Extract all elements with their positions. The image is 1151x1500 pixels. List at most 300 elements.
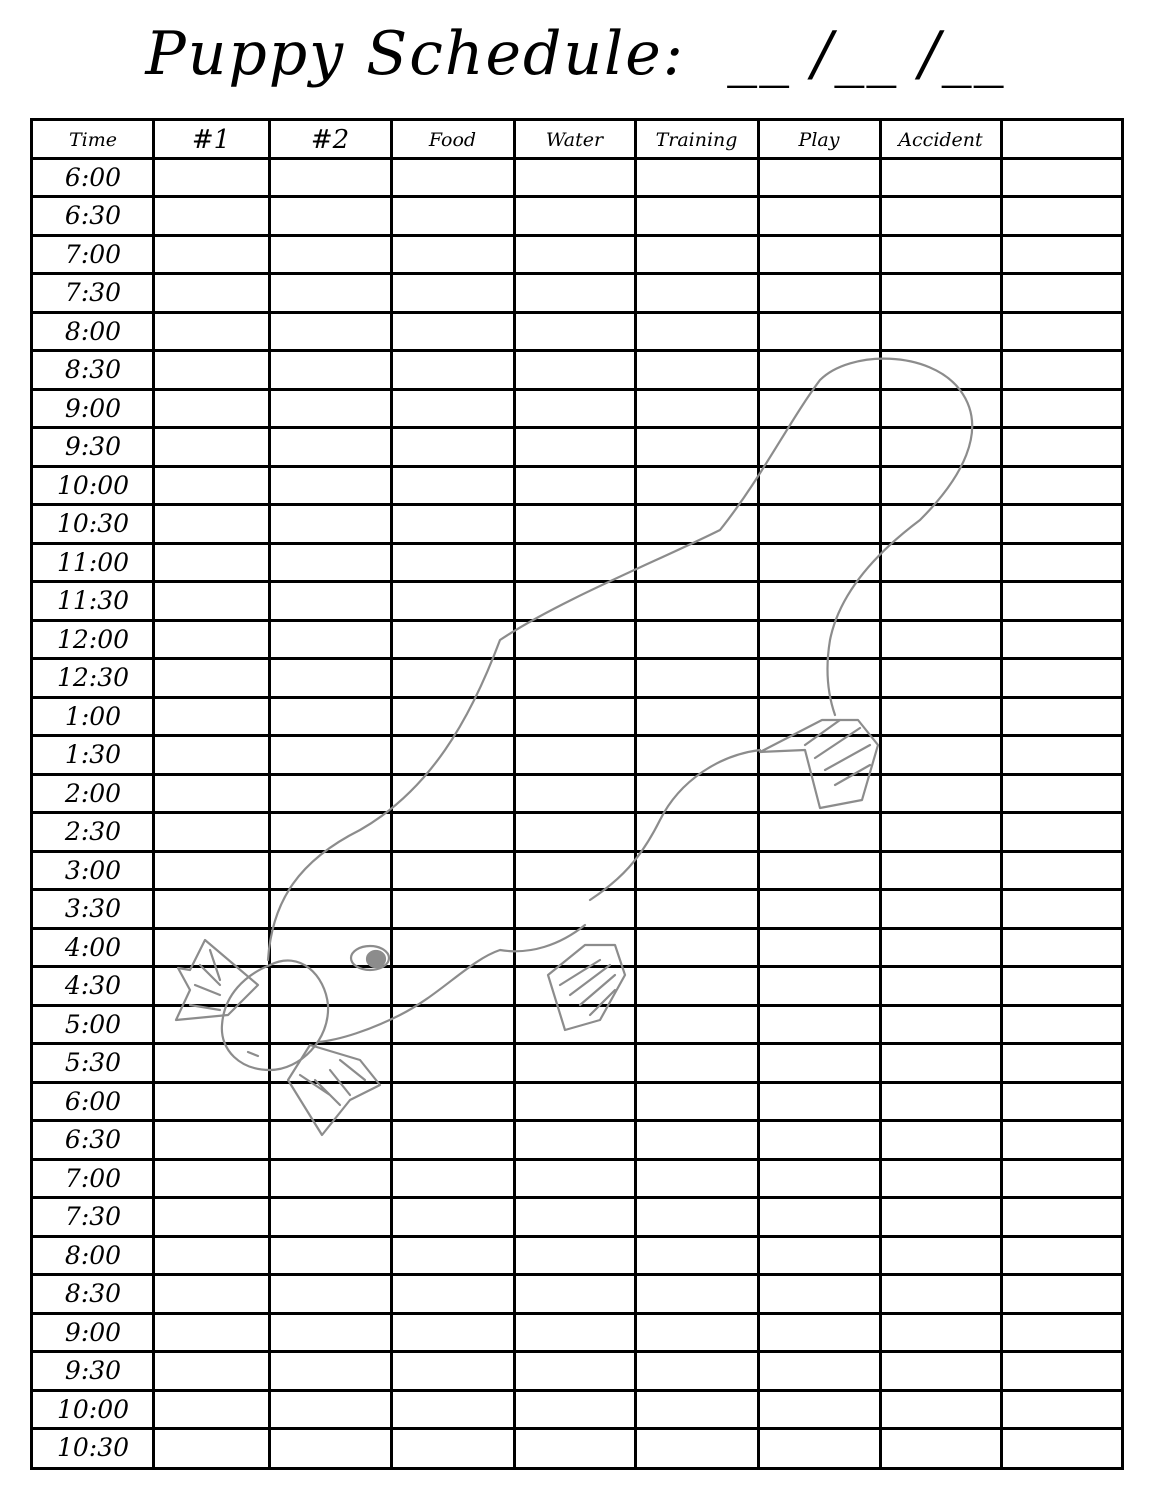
schedule-cell	[635, 428, 758, 467]
schedule-cell	[1001, 312, 1121, 351]
schedule-cell	[269, 274, 391, 313]
time-label: 9:00	[64, 1317, 122, 1347]
schedule-cell	[269, 1236, 391, 1275]
column-header: Training	[655, 128, 738, 151]
schedule-cell	[514, 197, 635, 236]
schedule-cell	[391, 351, 514, 390]
schedule-cell	[635, 1236, 758, 1275]
schedule-cell	[1001, 967, 1121, 1006]
schedule-cell	[269, 928, 391, 967]
schedule-cell	[269, 1390, 391, 1429]
schedule-cell	[1001, 774, 1121, 813]
schedule-cell	[1001, 197, 1121, 236]
schedule-cell	[635, 928, 758, 967]
schedule-cell	[269, 851, 391, 890]
schedule-cell	[1001, 158, 1121, 197]
schedule-cell	[391, 1390, 514, 1429]
schedule-cell	[153, 1082, 269, 1121]
schedule-cell	[269, 967, 391, 1006]
schedule-cell	[880, 197, 1001, 236]
time-label: 4:00	[64, 932, 122, 962]
time-label: 2:30	[64, 817, 122, 847]
schedule-cell	[153, 274, 269, 313]
time-label: 7:30	[64, 278, 122, 308]
schedule-cell	[880, 1429, 1001, 1468]
schedule-cell	[635, 466, 758, 505]
schedule-cell	[758, 158, 880, 197]
schedule-cell	[391, 967, 514, 1006]
time-label: 11:30	[56, 586, 130, 616]
schedule-cell	[153, 582, 269, 621]
schedule-cell	[153, 543, 269, 582]
schedule-cell	[1001, 1429, 1121, 1468]
column-header: Play	[798, 128, 840, 151]
time-label: 11:00	[56, 547, 130, 577]
schedule-cell	[153, 736, 269, 775]
schedule-cell	[1001, 582, 1121, 621]
schedule-cell	[758, 197, 880, 236]
schedule-cell	[1001, 1236, 1121, 1275]
schedule-cell	[758, 505, 880, 544]
schedule-cell	[514, 890, 635, 929]
schedule-cell	[391, 1082, 514, 1121]
schedule-cell	[391, 813, 514, 852]
schedule-cell	[758, 1005, 880, 1044]
schedule-cell	[153, 851, 269, 890]
time-label: 8:00	[64, 1240, 122, 1270]
schedule-cell	[635, 1352, 758, 1391]
schedule-cell	[391, 158, 514, 197]
schedule-cell	[880, 428, 1001, 467]
schedule-cell	[514, 274, 635, 313]
schedule-cell	[153, 1275, 269, 1314]
schedule-cell	[1001, 1390, 1121, 1429]
time-label: 1:00	[64, 701, 122, 731]
schedule-cell	[880, 1044, 1001, 1083]
schedule-cell	[153, 697, 269, 736]
schedule-cell	[880, 697, 1001, 736]
schedule-cell	[391, 1159, 514, 1198]
schedule-cell	[514, 235, 635, 274]
schedule-cell	[514, 389, 635, 428]
schedule-cell	[1001, 1159, 1121, 1198]
schedule-cell	[269, 1352, 391, 1391]
column-header	[1001, 121, 1121, 158]
schedule-cell	[758, 1044, 880, 1083]
schedule-cell	[391, 851, 514, 890]
schedule-cell	[269, 1313, 391, 1352]
schedule-cell	[391, 1005, 514, 1044]
schedule-cell	[880, 274, 1001, 313]
schedule-cell	[514, 505, 635, 544]
column-header: Food	[428, 128, 477, 151]
schedule-cell	[880, 235, 1001, 274]
schedule-cell	[391, 890, 514, 929]
schedule-cell	[758, 967, 880, 1006]
schedule-cell	[269, 158, 391, 197]
schedule-cell	[514, 1390, 635, 1429]
schedule-cell	[391, 620, 514, 659]
schedule-cell	[269, 774, 391, 813]
schedule-cell	[635, 1275, 758, 1314]
schedule-cell	[269, 1082, 391, 1121]
schedule-cell	[635, 505, 758, 544]
schedule-cell	[153, 1198, 269, 1237]
schedule-cell	[514, 813, 635, 852]
schedule-cell	[880, 620, 1001, 659]
schedule-cell	[269, 428, 391, 467]
schedule-cell	[880, 1198, 1001, 1237]
schedule-cell	[514, 1159, 635, 1198]
schedule-cell	[269, 1429, 391, 1468]
schedule-cell	[635, 1198, 758, 1237]
schedule-cell	[269, 235, 391, 274]
time-label: 10:00	[56, 470, 130, 500]
schedule-cell	[391, 1275, 514, 1314]
time-label: 10:30	[56, 1433, 130, 1463]
time-label: 2:00	[64, 778, 122, 808]
schedule-cell	[880, 1159, 1001, 1198]
schedule-cell	[635, 197, 758, 236]
schedule-cell	[880, 967, 1001, 1006]
time-label: 8:30	[64, 355, 122, 385]
schedule-cell	[153, 1390, 269, 1429]
schedule-cell	[514, 659, 635, 698]
schedule-cell	[514, 543, 635, 582]
schedule-cell	[514, 736, 635, 775]
schedule-cell	[758, 1159, 880, 1198]
schedule-cell	[153, 1236, 269, 1275]
schedule-cell	[635, 351, 758, 390]
schedule-cell	[514, 1005, 635, 1044]
schedule-cell	[269, 1044, 391, 1083]
schedule-cell	[635, 813, 758, 852]
schedule-cell	[391, 1236, 514, 1275]
time-label: 7:00	[64, 239, 122, 269]
schedule-cell	[758, 543, 880, 582]
schedule-cell	[880, 1236, 1001, 1275]
schedule-cell	[153, 351, 269, 390]
time-label: 6:30	[64, 1125, 122, 1155]
schedule-cell	[1001, 466, 1121, 505]
schedule-cell	[1001, 928, 1121, 967]
schedule-cell	[1001, 736, 1121, 775]
schedule-cell	[758, 659, 880, 698]
schedule-cell	[153, 967, 269, 1006]
schedule-cell	[635, 1313, 758, 1352]
schedule-cell	[153, 235, 269, 274]
time-label: 8:30	[64, 1279, 122, 1309]
schedule-cell	[391, 1044, 514, 1083]
time-label: 5:00	[64, 1009, 122, 1039]
schedule-cell	[1001, 1275, 1121, 1314]
schedule-cell	[635, 1082, 758, 1121]
schedule-cell	[758, 890, 880, 929]
time-label: 7:00	[64, 1163, 122, 1193]
schedule-cell	[1001, 851, 1121, 890]
time-label: 10:00	[56, 1394, 130, 1424]
schedule-cell	[153, 312, 269, 351]
schedule-cell	[880, 158, 1001, 197]
schedule-cell	[758, 466, 880, 505]
column-header: #2	[310, 124, 350, 155]
schedule-cell	[758, 1275, 880, 1314]
schedule-cell	[514, 1429, 635, 1468]
schedule-cell	[1001, 1005, 1121, 1044]
schedule-cell	[880, 774, 1001, 813]
schedule-cell	[1001, 428, 1121, 467]
schedule-cell	[635, 736, 758, 775]
schedule-cell	[635, 1121, 758, 1160]
schedule-cell	[269, 543, 391, 582]
schedule-cell	[758, 1082, 880, 1121]
time-label: 3:30	[64, 894, 122, 924]
column-header: Water	[545, 128, 604, 151]
schedule-cell	[153, 1044, 269, 1083]
time-label: 8:00	[64, 316, 122, 346]
schedule-cell	[880, 1313, 1001, 1352]
time-label: 6:00	[64, 162, 122, 192]
schedule-cell	[635, 274, 758, 313]
schedule-cell	[635, 158, 758, 197]
schedule-cell	[880, 1275, 1001, 1314]
schedule-cell	[269, 389, 391, 428]
column-header: #1	[191, 124, 231, 155]
schedule-table	[30, 118, 1124, 1470]
schedule-cell	[269, 1005, 391, 1044]
schedule-cell	[758, 1121, 880, 1160]
schedule-cell	[880, 1005, 1001, 1044]
schedule-cell	[1001, 1352, 1121, 1391]
column-header: Accident	[898, 128, 983, 151]
schedule-cell	[269, 582, 391, 621]
schedule-cell	[635, 697, 758, 736]
schedule-cell	[514, 428, 635, 467]
schedule-cell	[269, 351, 391, 390]
schedule-cell	[758, 774, 880, 813]
schedule-cell	[880, 736, 1001, 775]
schedule-cell	[880, 351, 1001, 390]
schedule-cell	[153, 774, 269, 813]
time-label: 9:30	[64, 1356, 122, 1386]
schedule-cell	[758, 235, 880, 274]
schedule-cell	[153, 813, 269, 852]
schedule-cell	[153, 1313, 269, 1352]
schedule-cell	[391, 428, 514, 467]
schedule-cell	[880, 1121, 1001, 1160]
time-label: 6:30	[64, 201, 122, 231]
schedule-cell	[635, 1005, 758, 1044]
schedule-cell	[758, 274, 880, 313]
schedule-cell	[391, 235, 514, 274]
schedule-cell	[880, 1390, 1001, 1429]
schedule-cell	[635, 890, 758, 929]
page-title: Puppy Schedule: __ /__ /__	[145, 19, 1006, 89]
schedule-cell	[880, 928, 1001, 967]
schedule-cell	[153, 928, 269, 967]
schedule-cell	[153, 505, 269, 544]
schedule-cell	[514, 697, 635, 736]
time-label: 9:30	[64, 432, 122, 462]
schedule-cell	[269, 1159, 391, 1198]
schedule-cell	[269, 659, 391, 698]
schedule-cell	[514, 1082, 635, 1121]
schedule-cell	[758, 1198, 880, 1237]
schedule-cell	[1001, 351, 1121, 390]
schedule-cell	[1001, 1121, 1121, 1160]
schedule-cell	[391, 1198, 514, 1237]
schedule-cell	[1001, 274, 1121, 313]
schedule-cell	[758, 813, 880, 852]
schedule-cell	[153, 890, 269, 929]
schedule-cell	[758, 582, 880, 621]
schedule-cell	[391, 466, 514, 505]
schedule-cell	[758, 1390, 880, 1429]
schedule-cell	[758, 428, 880, 467]
schedule-cell	[1001, 659, 1121, 698]
schedule-cell	[758, 928, 880, 967]
schedule-cell	[514, 620, 635, 659]
schedule-cell	[391, 389, 514, 428]
schedule-cell	[153, 428, 269, 467]
schedule-cell	[880, 582, 1001, 621]
schedule-cell	[1001, 890, 1121, 929]
schedule-cell	[1001, 697, 1121, 736]
schedule-cell	[1001, 1044, 1121, 1083]
schedule-cell	[758, 620, 880, 659]
schedule-cell	[635, 659, 758, 698]
schedule-cell	[635, 389, 758, 428]
schedule-cell	[635, 1429, 758, 1468]
schedule-cell	[758, 697, 880, 736]
schedule-cell	[269, 620, 391, 659]
schedule-cell	[391, 697, 514, 736]
schedule-cell	[514, 1121, 635, 1160]
schedule-cell	[153, 389, 269, 428]
schedule-cell	[635, 1159, 758, 1198]
schedule-cell	[391, 543, 514, 582]
schedule-cell	[880, 543, 1001, 582]
schedule-cell	[880, 659, 1001, 698]
schedule-cell	[758, 1236, 880, 1275]
schedule-cell	[391, 1429, 514, 1468]
schedule-cell	[514, 967, 635, 1006]
schedule-cell	[880, 466, 1001, 505]
schedule-cell	[880, 890, 1001, 929]
schedule-cell	[269, 197, 391, 236]
schedule-cell	[1001, 1198, 1121, 1237]
schedule-cell	[514, 158, 635, 197]
schedule-cell	[635, 543, 758, 582]
schedule-cell	[153, 158, 269, 197]
schedule-cell	[514, 466, 635, 505]
schedule-cell	[153, 659, 269, 698]
schedule-cell	[758, 389, 880, 428]
schedule-cell	[1001, 235, 1121, 274]
time-label: 5:30	[64, 1048, 122, 1078]
schedule-cell	[153, 1159, 269, 1198]
schedule-cell	[153, 620, 269, 659]
schedule-cell	[635, 620, 758, 659]
schedule-cell	[635, 312, 758, 351]
schedule-cell	[1001, 543, 1121, 582]
schedule-cell	[153, 1121, 269, 1160]
time-label: 12:30	[56, 663, 130, 693]
schedule-cell	[391, 1313, 514, 1352]
schedule-cell	[514, 1044, 635, 1083]
schedule-cell	[153, 1429, 269, 1468]
schedule-cell	[391, 274, 514, 313]
schedule-cell	[153, 197, 269, 236]
schedule-cell	[391, 505, 514, 544]
schedule-cell	[391, 312, 514, 351]
schedule-cell	[635, 851, 758, 890]
schedule-cell	[391, 197, 514, 236]
column-header: Time	[68, 128, 117, 151]
time-label: 4:30	[64, 971, 122, 1001]
schedule-cell	[1001, 505, 1121, 544]
schedule-cell	[391, 1352, 514, 1391]
schedule-cell	[880, 851, 1001, 890]
schedule-cell	[514, 1236, 635, 1275]
schedule-cell	[514, 351, 635, 390]
schedule-cell	[514, 928, 635, 967]
schedule-cell	[269, 466, 391, 505]
schedule-cell	[880, 389, 1001, 428]
schedule-cell	[514, 851, 635, 890]
schedule-cell	[269, 890, 391, 929]
time-label: 9:00	[64, 393, 122, 423]
schedule-cell	[269, 1198, 391, 1237]
schedule-cell	[514, 774, 635, 813]
schedule-cell	[635, 582, 758, 621]
schedule-cell	[269, 697, 391, 736]
time-label: 6:00	[64, 1086, 122, 1116]
schedule-cell	[635, 1044, 758, 1083]
schedule-cell	[758, 312, 880, 351]
schedule-cell	[758, 851, 880, 890]
schedule-cell	[758, 736, 880, 775]
schedule-cell	[391, 774, 514, 813]
schedule-cell	[269, 1121, 391, 1160]
schedule-cell	[635, 774, 758, 813]
time-label: 12:00	[56, 624, 130, 654]
schedule-cell	[269, 1275, 391, 1314]
schedule-cell	[758, 1313, 880, 1352]
schedule-cell	[1001, 1313, 1121, 1352]
schedule-cell	[635, 967, 758, 1006]
schedule-cell	[635, 1390, 758, 1429]
schedule-cell	[880, 1082, 1001, 1121]
schedule-cell	[514, 1198, 635, 1237]
schedule-cell	[1001, 389, 1121, 428]
time-label: 1:30	[64, 740, 122, 770]
schedule-cell	[391, 928, 514, 967]
schedule-cell	[880, 1352, 1001, 1391]
schedule-cell	[880, 813, 1001, 852]
schedule-cell	[1001, 813, 1121, 852]
schedule-cell	[153, 1005, 269, 1044]
schedule-cell	[880, 505, 1001, 544]
schedule-cell	[269, 736, 391, 775]
schedule-cell	[880, 312, 1001, 351]
schedule-cell	[269, 813, 391, 852]
schedule-cell	[391, 659, 514, 698]
schedule-cell	[758, 1352, 880, 1391]
schedule-cell	[1001, 1082, 1121, 1121]
time-label: 7:30	[64, 1202, 122, 1232]
time-label: 10:30	[56, 509, 130, 539]
